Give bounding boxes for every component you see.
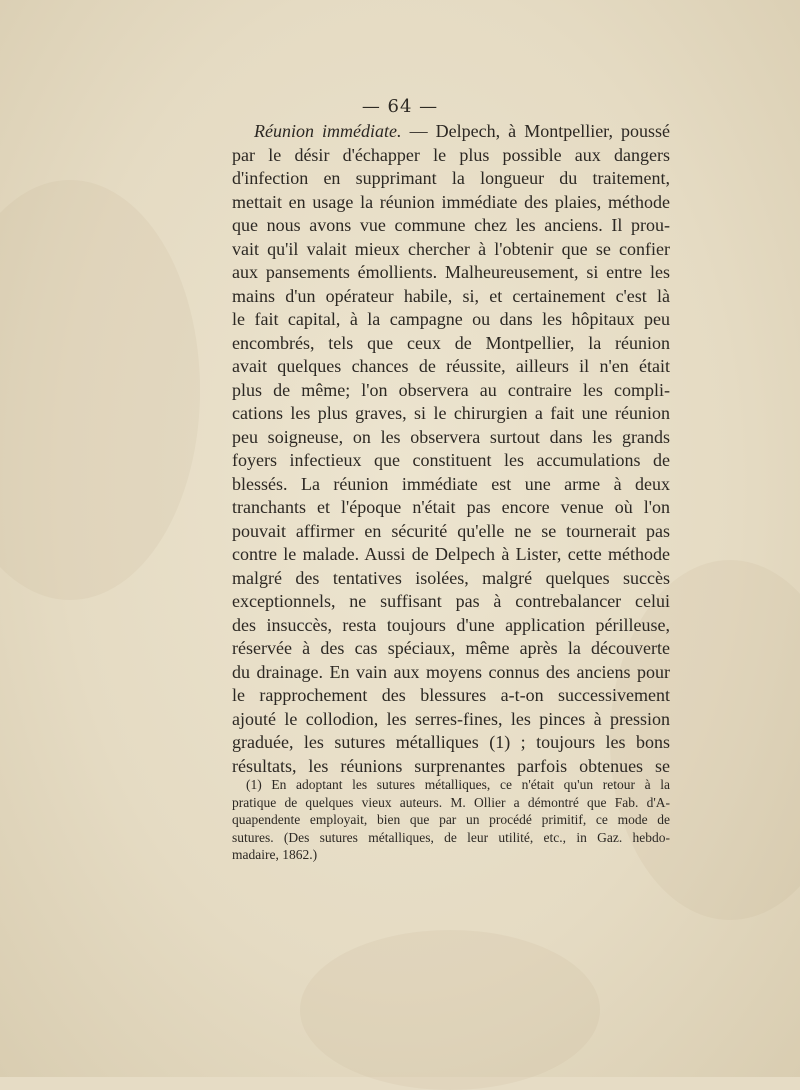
footnote-line: quapendente employait, bien que par un procédé primitif, ce mode de	[232, 812, 670, 827]
paper-stain	[0, 180, 200, 600]
text-line: foyers infectieux que constituent les accumulations de	[232, 450, 670, 470]
footnote-line: sutures. (Des sutures métalliques, de leur utilité, etc., in Gaz. hebdo-	[232, 829, 670, 845]
text-line: aux pansements émollients. Malheureusement, si entre les	[232, 262, 670, 282]
text-line: avait quelques chances de réussite, ailleurs il n'en était	[232, 356, 670, 376]
text-line: que nous avons vue commune chez les anciens. Il prou-	[232, 215, 670, 235]
page-number: — 64 —	[361, 96, 439, 117]
text-line: du drainage. En vain aux moyens connus des anciens pour	[232, 661, 670, 682]
paragraph-first-line	[232, 120, 670, 144]
text-line: d'infection en supprimant la longueur du traitement,	[232, 168, 670, 188]
main-paragraph	[232, 120, 670, 778]
paper-stain	[300, 930, 600, 1090]
text-line: des insuccès, resta toujours d'une application périlleuse,	[232, 614, 670, 635]
text-line: ajouté le collodion, les serres-fines, les pinces à pression	[232, 708, 670, 729]
text-line: graduée, les sutures métalliques (1) ; toujours les bons	[232, 732, 670, 752]
text-line: peu soigneuse, on les observera surtout dans les grands	[232, 426, 670, 447]
text-line: pouvait affirmer en sécurité qu'elle ne se tournerait pas	[232, 520, 670, 541]
text-line: par le désir d'échapper le plus possible aux dangers	[232, 144, 670, 165]
text-line: réservée à des cas spéciaux, même après la découverte	[232, 638, 670, 658]
text-line: le rapprochement des blessures a-t-on successivement	[232, 685, 670, 705]
text-line: encombrés, tels que ceux de Montpellier, la réunion	[232, 332, 670, 353]
text-line: — Delpech, à Montpellier, poussé	[401, 121, 671, 141]
text-line: mettait en usage la réunion immédiate des plaies, méthode	[232, 191, 670, 212]
text-line: le fait capital, à la campagne ou dans les hôpitaux peu	[232, 309, 670, 329]
text-line: vait qu'il valait mieux chercher à l'obtenir que se confier	[232, 238, 670, 259]
text-line: exceptionnels, ne suffisant pas à contrebalancer celui	[232, 591, 670, 611]
text-line: cations les plus graves, si le chirurgien a fait une réunion	[232, 403, 670, 423]
footnote-line: (1) En adoptant les sutures métalliques, ce n'était qu'un retour à la	[246, 777, 670, 792]
text-line: plus de même; l'on observera au contraire les compli-	[232, 379, 670, 400]
text-line: blessés. La réunion immédiate est une arme à deux	[232, 473, 670, 494]
text-line: tranchants et l'époque n'était pas encore venue où l'on	[232, 497, 670, 517]
footnote	[232, 776, 670, 864]
text-line: malgré des tentatives isolées, malgré quelques succès	[232, 567, 670, 588]
text-line: contre le malade. Aussi de Delpech à Lister, cette méthode	[232, 544, 670, 564]
footnote-line: pratique de quelques vieux auteurs. M. Ollier a démontré que Fab. d'A-	[232, 794, 670, 810]
run-in-heading: Réunion immédiate.	[254, 121, 402, 141]
footnote-line: madaire, 1862.)	[232, 847, 318, 862]
text-line: résultats, les réunions surprenantes parfois obtenues se	[232, 755, 670, 776]
text-line: mains d'un opérateur habile, si, et certainement c'est là	[232, 285, 670, 306]
